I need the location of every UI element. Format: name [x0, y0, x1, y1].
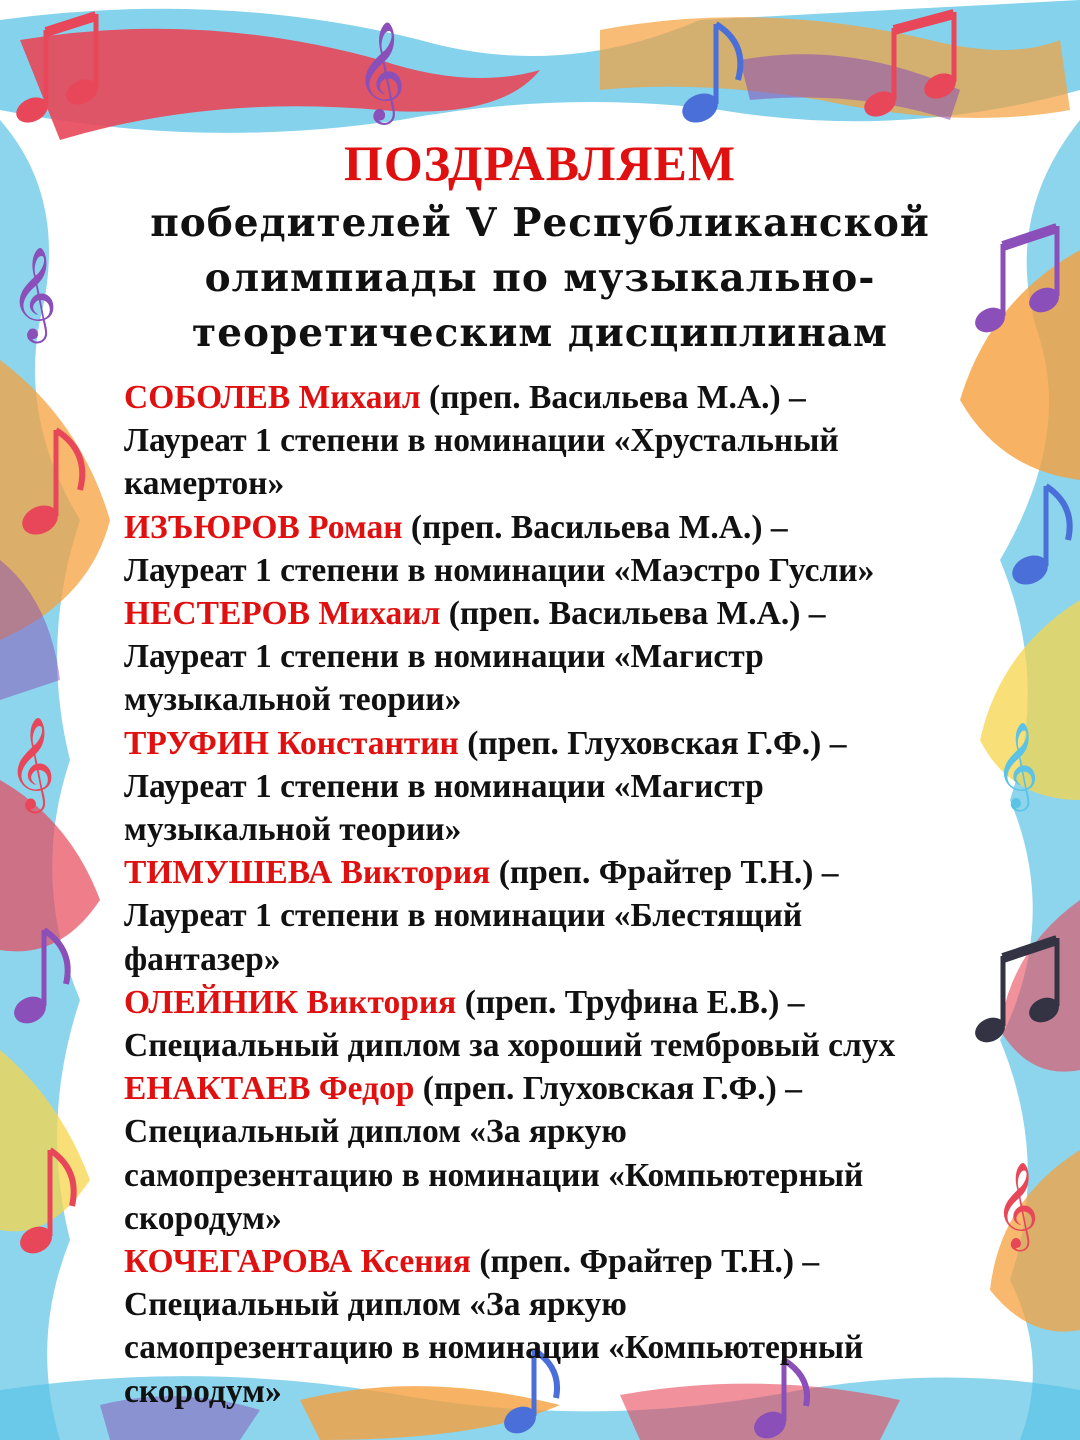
svg-text:𝄞: 𝄞: [995, 722, 1039, 808]
winner-entry: [124, 376, 1004, 506]
winner-award: музыкальной теории»: [124, 811, 462, 849]
winner-name: ЕНАКТАЕВ Федор: [124, 1070, 415, 1108]
winner-award: самопрезентацию в номинации «Компьютерный: [124, 1156, 864, 1194]
winners-list: [124, 376, 1004, 1413]
svg-text:𝄞: 𝄞: [355, 21, 406, 121]
winner-name: ИЗЪЮРОВ Роман: [124, 508, 403, 546]
winner-award: Лауреат 1 степени в номинации «Хрустальный: [124, 422, 839, 460]
subtitle-line: теоретическим дисциплинам: [192, 310, 888, 356]
winner-teacher: (преп. Фрайтер Т.Н.) –: [490, 854, 839, 892]
winner-entry: [124, 981, 1004, 1067]
winner-award: Лауреат 1 степени в номинации «Маэстро Гусли»: [124, 551, 875, 589]
winner-award: скородум»: [124, 1199, 282, 1237]
winner-teacher: (преп. Васильева М.А.) –: [440, 595, 826, 633]
winner-teacher: (преп. Васильева М.А.) –: [420, 379, 806, 416]
winner-award: Специальный диплом «За яркую: [124, 1113, 627, 1151]
winner-name: СОБОЛЕВ Михаил: [124, 379, 421, 416]
winner-teacher: (преп. Фрайтер Т.Н.) –: [470, 1243, 820, 1281]
winner-teacher: (преп. Глуховская Г.Ф.) –: [458, 724, 847, 762]
winner-award: Лауреат 1 степени в номинации «Магистр: [124, 638, 764, 676]
winner-entry: [124, 722, 1004, 852]
winner-name: ТИМУШЕВА Виктория: [124, 854, 491, 892]
svg-text:𝄞: 𝄞: [995, 1162, 1039, 1248]
winner-award: фантазер»: [124, 940, 281, 978]
subtitle-line: олимпиады по музыкально-: [204, 255, 876, 301]
winner-award: самопрезентацию в номинации «Компьютерный: [124, 1329, 864, 1367]
subtitle-line: победителей V Республиканской: [150, 200, 930, 246]
winner-name: КОЧЕГАРОВА Ксения: [124, 1243, 471, 1281]
winner-award: Лауреат 1 степени в номинации «Блестящий: [124, 897, 803, 935]
winner-entry: [124, 1240, 1004, 1413]
svg-text:𝄞: 𝄞: [10, 246, 58, 339]
winner-award: музыкальной теории»: [124, 681, 462, 719]
winner-teacher: (преп. Васильева М.А.) –: [402, 508, 788, 546]
winner-name: ТРУФИН Константин: [124, 724, 459, 762]
winner-teacher: (преп. Глуховская Г.Ф.) –: [414, 1070, 802, 1108]
winner-teacher: (преп. Труфина Е.В.) –: [456, 983, 805, 1021]
subtitle: [60, 196, 1020, 361]
winner-entry: [124, 592, 1004, 722]
svg-text:𝄞: 𝄞: [8, 716, 56, 809]
winner-entry: [124, 506, 1004, 592]
headline: ПОЗДРАВЛЯЕМ: [343, 135, 737, 191]
winner-entry: [124, 1067, 1004, 1240]
winner-award: скородум»: [124, 1372, 282, 1410]
winner-award: Специальный диплом за хороший тембровый слух: [124, 1027, 896, 1065]
winner-award: Лауреат 1 степени в номинации «Магистр: [124, 767, 764, 805]
winner-entry: [124, 851, 1004, 981]
winner-award: камертон»: [124, 465, 285, 503]
winner-award: Специальный диплом «За яркую: [124, 1286, 627, 1324]
winner-name: НЕСТЕРОВ Михаил: [124, 595, 441, 633]
winner-name: ОЛЕЙНИК Виктория: [124, 983, 457, 1021]
